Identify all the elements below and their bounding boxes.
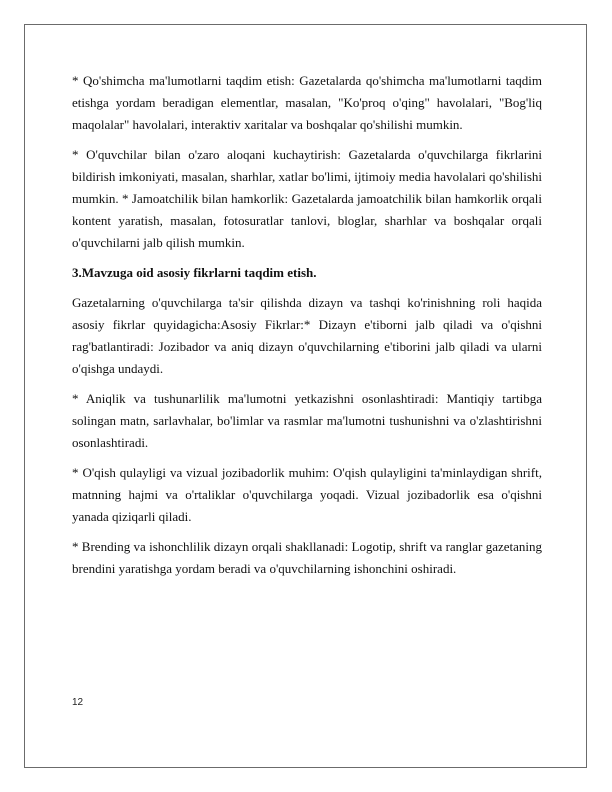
- section-heading: 3.Mavzuga oid asosiy fikrlarni taqdim etish.: [72, 265, 317, 280]
- paragraph-additional-information: * Qo'shimcha ma'lumotlarni taqdim etish: Gazetalarda qo'shimcha ma'lumotlarni taqdim etishga yordam beradigan elementlar, masalan, "Ko'proq o'qing" havolalari, "Bog'liq maqolalar" havolalari, interaktiv xaritalar va boshqalar qo'shilishi mumkin.: [72, 73, 542, 132]
- paragraph-branding: * Brending va ishonchlilik dizayn orqali shakllanadi: Logotip, shrift va ranglar gazetaning brendini yaratishga yordam beradi va o'quvchilarning ishonchini oshiradi.: [72, 539, 542, 576]
- paragraph-readability: * O'qish qulayligi va vizual jozibadorlik muhim: O'qish qulayligini ta'minlaydigan shrift, matnning hajmi va o'rtaliklar o'quvchilarga yoqadi. Vizual jozibadorlik esa o'qishni yanada qiziqarli qiladi.: [72, 465, 542, 524]
- paragraph-design-attention: Gazetalarning o'quvchilarga ta'sir qilishda dizayn va tashqi ko'rinishning roli haqida asosiy fikrlar quyidagicha:Asosiy Fikrlar:* Dizayn e'tiborni jalb qiladi va o'qishni rag'batlantiradi: Jozibador va aniq dizayn o'quvchilarning e'tiborini jalb qiladi va ularni o'qishga undaydi.: [72, 295, 542, 376]
- document-body: [72, 70, 542, 588]
- paragraph-reader-interaction: * O'quvchilar bilan o'zaro aloqani kuchaytirish: Gazetalarda o'quvchilarga fikrlarini bildirish imkoniyati, masalan, sharhlar, xatlar bo'limi, ijtimoiy media havolalari qo'shilishi mumkin. * Jamoatchilik bilan hamkorlik: Gazetalarda jamoatchilik bilan hamkorlik orqali kontent yaratish, masalan, fotosuratlar tanlovi, bloglar, sharhlar va boshqalar orqali o'quvchilarni jalb qilish mumkin.: [72, 147, 542, 250]
- paragraph-clarity: * Aniqlik va tushunarlilik ma'lumotni yetkazishni osonlashtiradi: Mantiqiy tartibga solingan matn, sarlavhalar, bo'limlar va rasmlar ma'lumotni tushunishni va o'zlashtirishni osonlashtiradi.: [72, 391, 542, 450]
- page-number: 12: [72, 697, 84, 708]
